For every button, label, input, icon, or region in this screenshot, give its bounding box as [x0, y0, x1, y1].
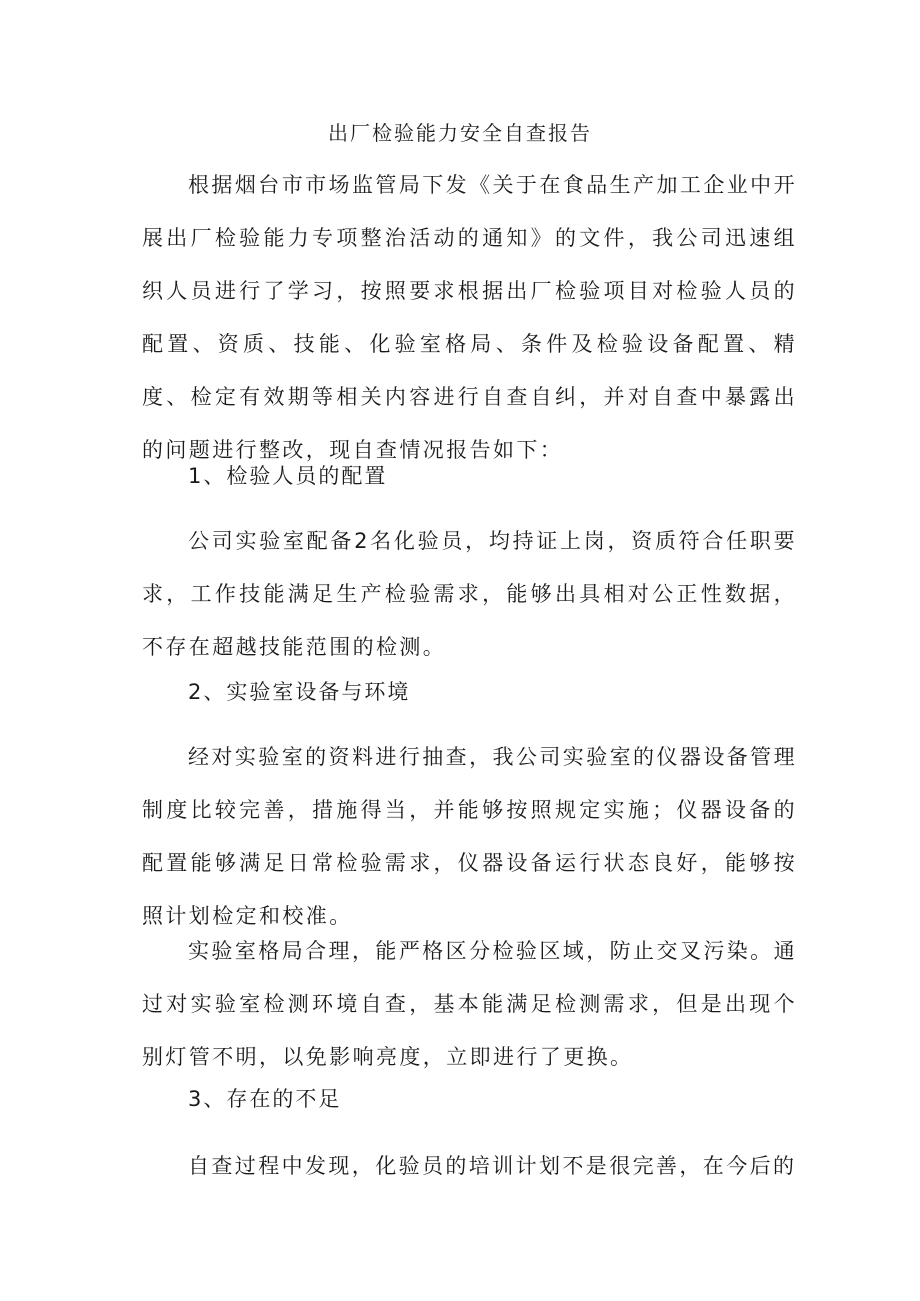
intro-paragraph: 根据烟台市市场监管局下发《关于在食品生产加工企业中开展出厂检验能力专项整治活动的通知》的文件，我公司迅速组织人员进行了学习，按照要求根据出厂检验项目对检验人员的配置、资质、技能、化验室格局、条件及检验设备配置、精度、检定有效期等相关内容进行自查自纠，并对自查中暴露出的问题进行整改，现自查情况报告如下：: [142, 173, 797, 462]
document-title: 出厂检验能力安全自查报告: [328, 121, 592, 145]
section-2-paragraph-2: 实验室格局合理，能严格区分检验区域，防止交叉污染。通过对实验室检测环境自查，基本能满足检测需求，但是出现个别灯管不明，以免影响亮度，立即进行了更换。: [142, 939, 797, 1069]
section-1-heading: 1、检验人员的配置: [188, 464, 388, 488]
section-1-paragraph: 公司实验室配备2名化验员，均持证上岗，资质符合任职要求，工作技能满足生产检验需求，能够出具相对公正性数据，不存在超越技能范围的检测。: [142, 529, 797, 659]
section-3-paragraph: 自查过程中发现，化验员的培训计划不是很完善，在今后的: [188, 1154, 797, 1178]
section-2-paragraph-1: 经对实验室的资料进行抽查，我公司实验室的仪器设备管理制度比较完善，措施得当，并能够按照规定实施；仪器设备的配置能够满足日常检验需求，仪器设备运行状态良好，能够按照计划检定和校准。: [142, 745, 797, 928]
section-2-heading: 2、实验室设备与环境: [188, 680, 411, 704]
section-3-heading: 3、存在的不足: [188, 1087, 342, 1111]
